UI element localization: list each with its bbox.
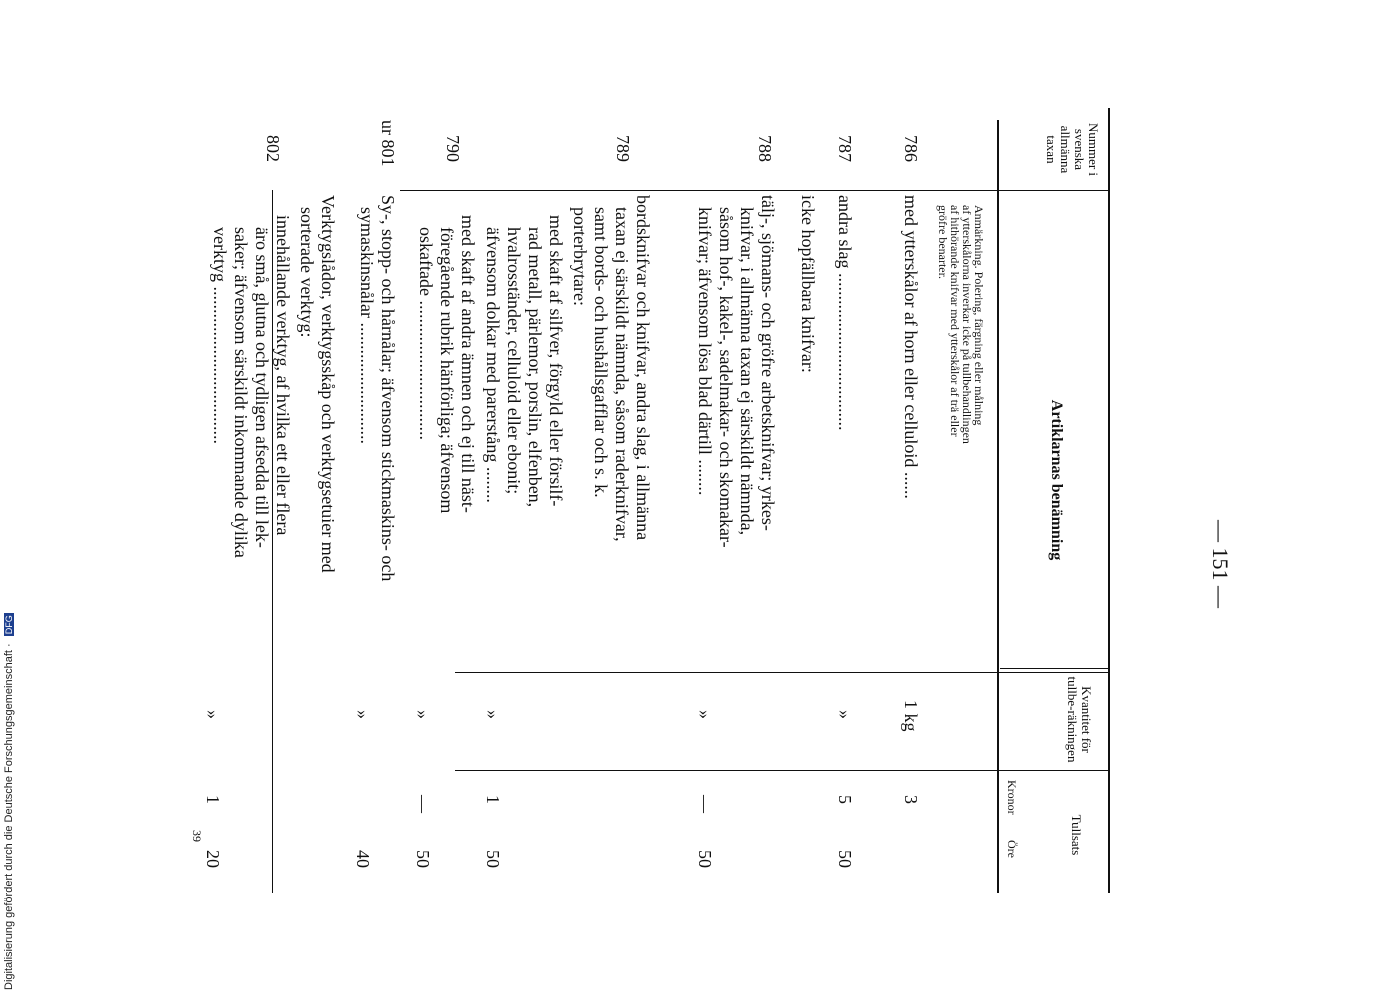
row-788-kvant: » [695,710,715,719]
table-top-rule [1108,108,1110,893]
header-nummer: Nummer i svenska allmänna taxan [1044,122,1101,177]
row-790-text: med skaft af andra ämnen och ej till näst- föregående rubrik hänförliga; äfvensom oskaftade ............................... [416,215,478,514]
row-789-text: bordsknifvar och knifvar, andra slag, i allmänna taxan ej särskildt nämnda, såsom raderknifvar, samt bords- och hushållsgafflar och s. k. porterbrytare: [570,195,653,542]
row-788-nr: 788 [755,135,775,162]
row-788-text: tälj-, sjömans- och gröfre arbetsknifvar; yrkes- knifvar, i allmänna taxan ej särskildt nämnda, såsom hof-, kakel-, sadelmakar- och skomakar- knifvar; äfvensom lösa blad därtill ........ [695,195,778,548]
col-sep-2 [1000,668,1110,669]
row-802-nr: 802 [263,135,283,162]
col-sep-1 [400,190,1110,191]
row-787-ore: 50 [835,850,855,868]
row-802-text: innehållande verktyg, af hvilka ett eller flera äro små, glutna och tydligen afsedda till lek- saker; äfvensom särskildt inkommande dylika verktyg ................................... [210,215,293,558]
row-790-ore: 50 [413,850,433,868]
dfg-logo: DFG [4,615,14,635]
row-silfver-kr: 1 [483,795,503,804]
col-sep-4 [455,672,1110,673]
section-icke-hopfallbara: icke hopfällbara knifvar: [798,195,818,373]
row-802-ore: 20 [203,850,223,868]
row-silfver-text: med skaft af silfver, förgyld eller försilf- rad metall, pärlemor, porslin, elfenben, hvalrosständer, celluloid eller ebonit; äfvensom dolkar med parerstång ........ [483,215,566,508]
row-801-nr: ur 801 [378,120,398,167]
row-786-text: med ytterskålor af horn eller celluloid ...... [901,195,921,499]
row-787-text: andra slag ................................... [835,195,855,431]
section-verktygslador: Verktygslådor, verktygsskåp och verktygsetuier med sorterade verktyg: [297,195,338,573]
footer-number: 39 [190,830,204,842]
row-802-kvant: » [203,710,223,719]
row-787-kvant: » [835,710,855,719]
row-787-nr: 787 [835,135,855,162]
row-801-ore: 40 [353,850,373,868]
row-788-kr: — [695,795,715,813]
row-silfver-ore: 50 [483,850,503,868]
sidebar-credit: Digitalisierung gefördert durch die Deutsche Forschungsgemeinschaft · DFG [3,615,15,990]
row-789-nr: 789 [613,135,633,162]
row-silfver-kvant: » [483,710,503,719]
header-kvantitet: Kvantitet för tullbe-räkningen [1065,676,1094,763]
col-sep-5 [455,770,1110,771]
note-text: Anmärkning. Polering, färgning eller målning af ytterskålorna inverkar icke på tullbehandlingen af hithörande knifvar med ytterskålor af trä eller gröfre benarter. [936,205,986,444]
row-801-text: Sy-, stopp- och hårnålar; äfvensom stickmaskins- och symaskinsnålar ........................... [357,195,398,582]
row-790-nr: 790 [443,135,463,162]
row-801-kvant: » [353,710,373,719]
row-788-ore: 50 [695,850,715,868]
header-artikel: Artiklarnas benämning [1048,399,1065,561]
row-786-nr: 786 [901,135,921,162]
row-802-kr: 1 [203,795,223,804]
row-790-kr: — [413,795,433,813]
header-tullsats: Tullsats [1069,814,1084,856]
row-787-kr: 5 [835,795,855,804]
credit-text: Digitalisierung gefördert durch die Deutsche Forschungsgemeinschaft [3,650,15,990]
row-790-kvant: » [413,710,433,719]
header-kronor: Kronor [1005,780,1019,815]
row-786-kvant: 1 kg [901,700,921,732]
row-786-kr: 3 [901,795,921,804]
header-ore: Öre [1005,840,1019,858]
page-number: — 151 — [1208,520,1233,608]
header-bottom-rule [997,120,999,893]
